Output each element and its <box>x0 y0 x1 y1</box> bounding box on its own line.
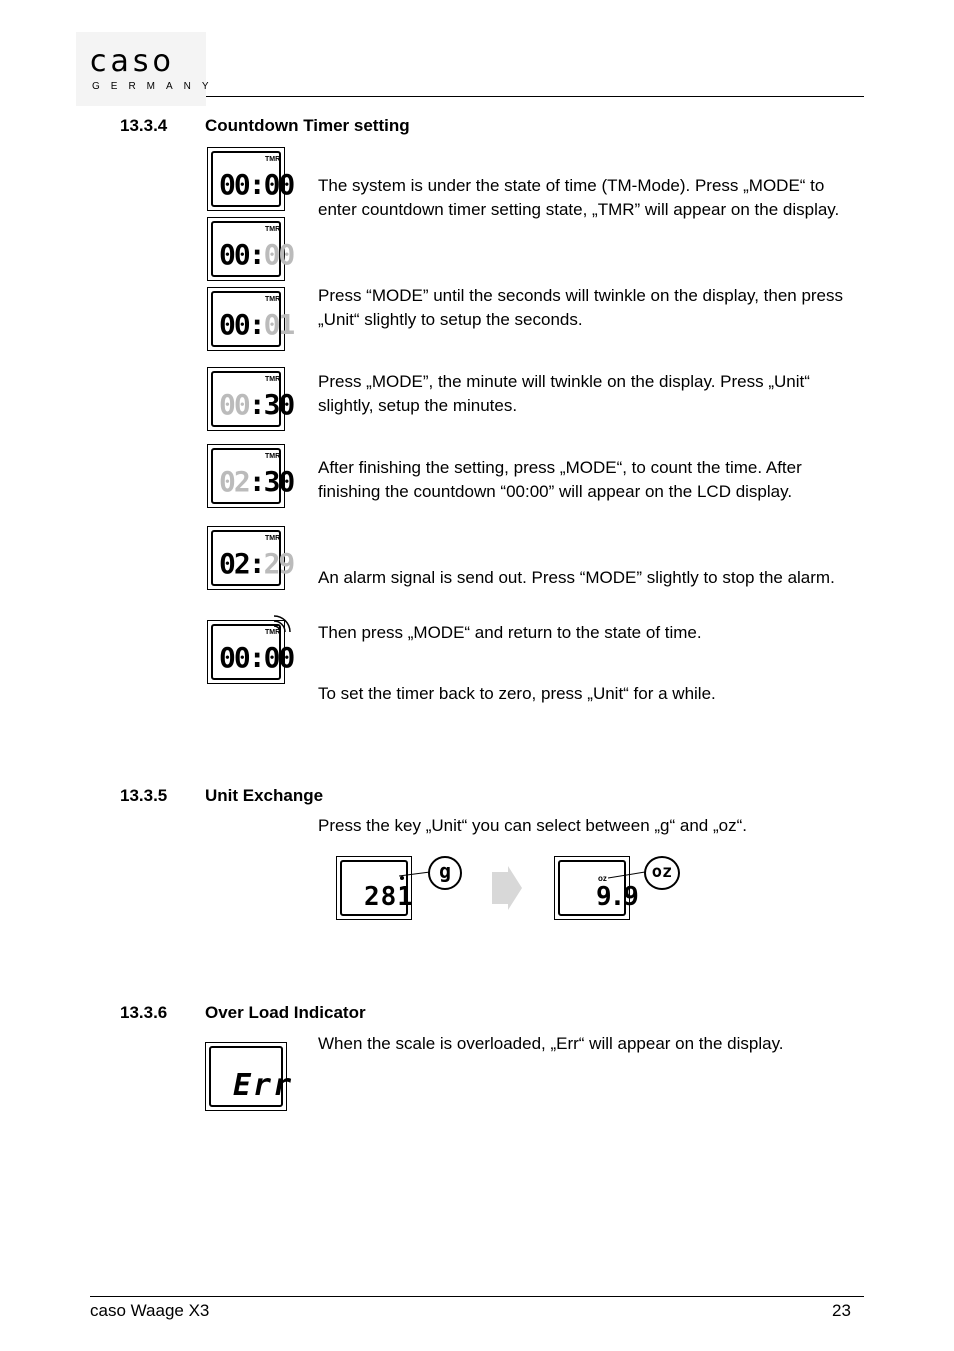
lcd-mode-label: TMR <box>265 535 281 542</box>
lcd-separator: : <box>248 547 264 580</box>
section-number: 13.3.5 <box>120 786 168 805</box>
lcd-time <box>219 465 293 498</box>
paragraph: To set the timer back to zero, press „Unit“ for a while. <box>318 684 716 703</box>
paragraph: Then press „MODE“ and return to the state of time. <box>318 623 702 642</box>
lcd-display-timer <box>207 217 294 281</box>
callout-oz <box>644 856 680 890</box>
paragraph: Press „MODE”, the minute will twinkle on the display. Press „Unit“ slightly, setup the minutes. <box>318 372 810 415</box>
section-title: Countdown Timer setting <box>205 116 410 135</box>
lcd-unit-label: oz <box>598 874 607 883</box>
lcd-time <box>219 641 293 674</box>
arrow-right-icon <box>490 866 524 910</box>
lcd-separator: : <box>248 465 264 498</box>
section-number: 13.3.4 <box>120 116 168 135</box>
lcd-time <box>219 547 293 580</box>
lcd-time <box>219 238 293 271</box>
lcd-value: 281 <box>364 882 414 912</box>
lcd-seconds: 29 <box>263 547 294 580</box>
lcd-display-grams <box>336 856 412 920</box>
logo-subtitle: GERMANY <box>92 81 220 92</box>
paragraph: Press “MODE” until the seconds will twinkle on the display, then press „Unit“ slightly to setup the seconds. <box>318 286 844 329</box>
section-title: Unit Exchange <box>205 786 324 805</box>
paragraph: When the scale is overloaded, „Err“ will appear on the display. <box>318 1034 784 1053</box>
lcd-time <box>219 388 293 421</box>
lcd-display-timer <box>207 444 294 508</box>
lcd-seconds: 00 <box>263 641 294 674</box>
lcd-separator: : <box>248 168 264 201</box>
lcd-mode-label: TMR <box>265 629 281 636</box>
callout-line <box>608 870 646 882</box>
lcd-value: 9.9 <box>596 882 637 912</box>
callout-label: oz <box>651 862 673 882</box>
lcd-mode-label: TMR <box>265 376 281 383</box>
lcd-time <box>219 308 293 341</box>
lcd-separator: : <box>248 308 264 341</box>
lcd-time <box>219 168 293 201</box>
paragraph: An alarm signal is send out. Press “MODE” slightly to stop the alarm. <box>318 568 835 587</box>
lcd-seconds: 01 <box>263 308 294 341</box>
lcd-mode-label: TMR <box>265 296 281 303</box>
paragraph: The system is under the state of time (TM-Mode). Press „MODE“ to enter countdown timer setting state, „TMR” will appear on the display. <box>318 176 840 219</box>
alarm-signal-icon <box>272 604 296 634</box>
lcd-display-timer <box>207 147 294 211</box>
lcd-seconds: 00 <box>263 238 294 271</box>
lcd-mode-label: TMR <box>265 156 281 163</box>
footer-rule <box>90 1296 864 1297</box>
lcd-minutes: 02 <box>219 465 249 498</box>
lcd-separator: : <box>248 238 264 271</box>
lcd-seconds: 00 <box>263 168 294 201</box>
lcd-minutes: 00 <box>219 168 249 201</box>
lcd-display-ounces <box>554 856 637 920</box>
lcd-display-error <box>205 1042 294 1111</box>
callout-g <box>428 856 462 890</box>
callout-label: g <box>438 859 452 883</box>
lcd-separator: : <box>248 641 264 674</box>
lcd-seconds: 30 <box>263 465 294 498</box>
lcd-display-timer <box>207 287 294 351</box>
lcd-display-timer <box>207 526 294 590</box>
lcd-value: Err <box>233 1068 294 1103</box>
lcd-mode-label: TMR <box>265 226 281 233</box>
lcd-separator: : <box>248 388 264 421</box>
lcd-minutes: 00 <box>219 641 249 674</box>
lcd-minutes: 00 <box>219 308 249 341</box>
callout-line <box>399 870 431 884</box>
lcd-seconds: 30 <box>263 388 294 421</box>
paragraph: After finishing the setting, press „MODE“, to count the time. After finishing the countdown “00:00” will appear on the LCD display. <box>318 458 802 501</box>
logo-wordmark: caso <box>90 44 175 79</box>
lcd-minutes: 00 <box>219 238 249 271</box>
footer-title: caso Waage X3 <box>90 1301 210 1320</box>
lcd-minutes: 02 <box>219 547 249 580</box>
page-number: 23 <box>832 1301 851 1320</box>
paragraph: Press the key „Unit“ you can select between „g“ and „oz“. <box>318 816 747 835</box>
section-number: 13.3.6 <box>120 1003 168 1022</box>
lcd-display-timer <box>207 367 294 431</box>
lcd-minutes: 00 <box>219 388 249 421</box>
lcd-mode-label: TMR <box>265 453 281 460</box>
section-title: Over Load Indicator <box>205 1003 366 1022</box>
header-rule <box>206 96 864 97</box>
